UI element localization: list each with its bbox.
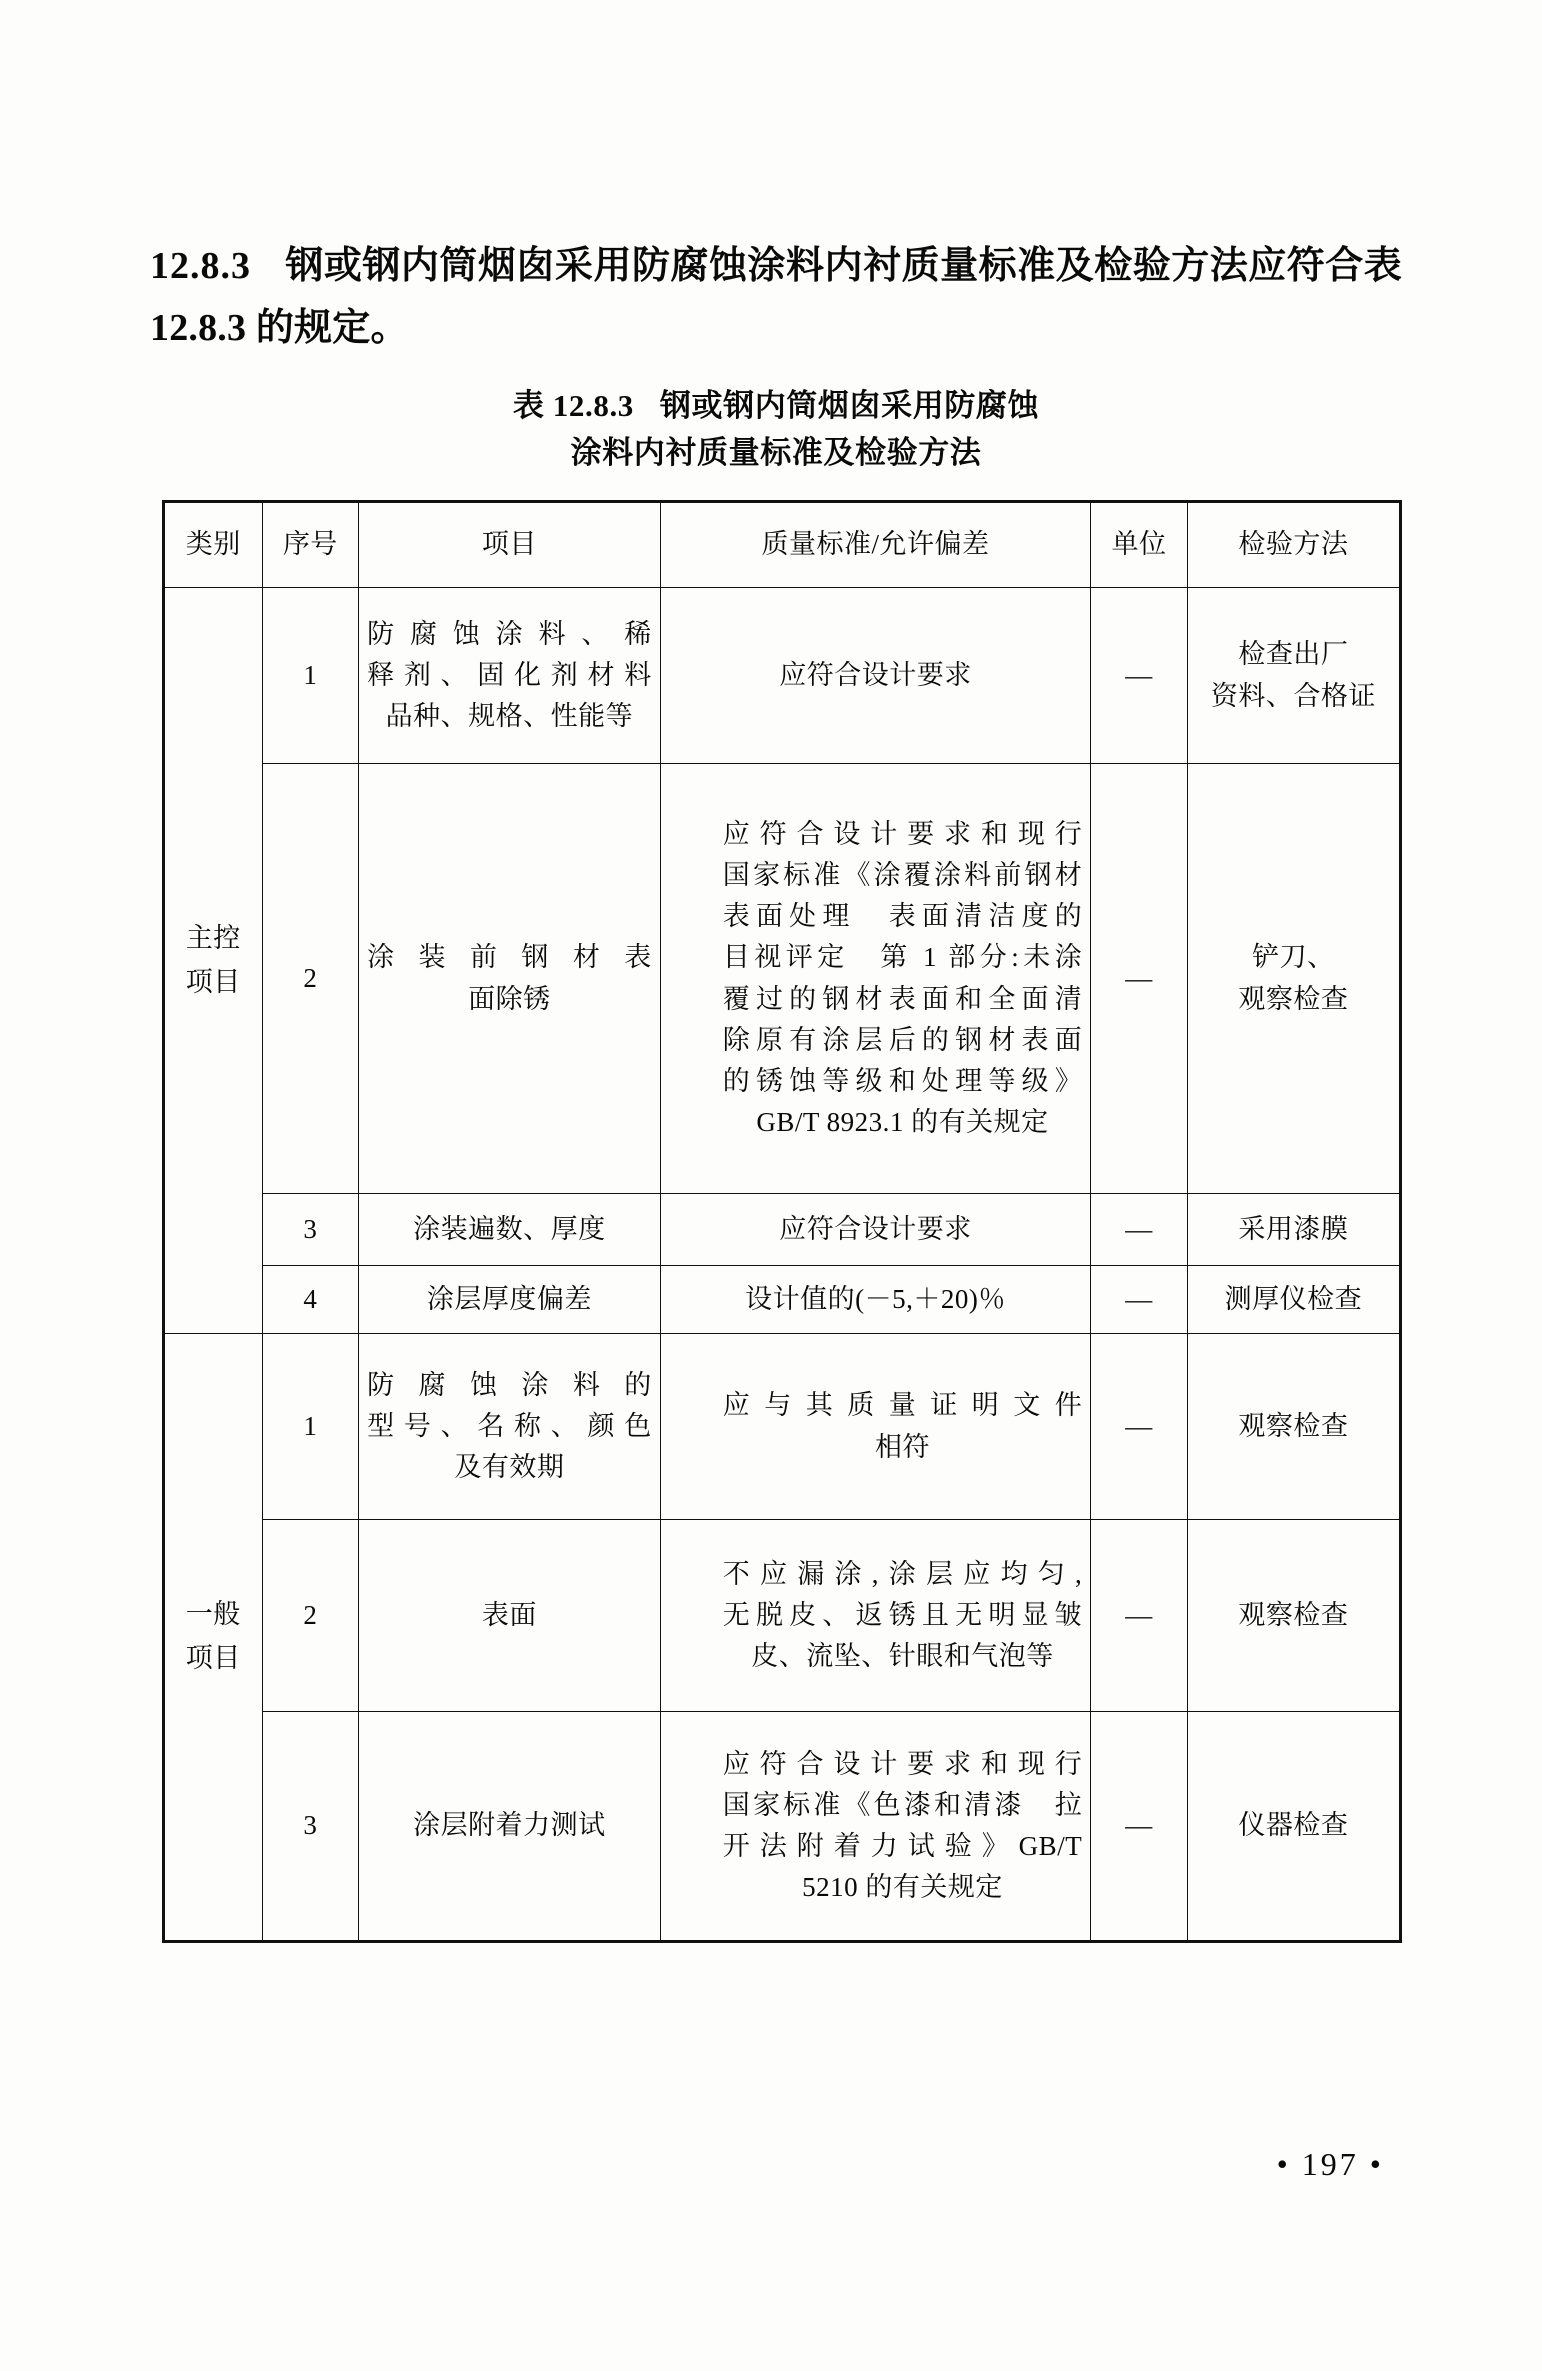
- table-caption: [150, 382, 1402, 476]
- table-row: [164, 1334, 1401, 1520]
- cell-unit: —: [1091, 588, 1188, 764]
- cell-method: 检查出厂 资料、合格证: [1187, 588, 1400, 764]
- table-header-row: [164, 502, 1401, 588]
- cell-unit: —: [1091, 1520, 1188, 1712]
- cell-unit: —: [1091, 1712, 1188, 1942]
- cell-method: 观察检查: [1187, 1334, 1400, 1520]
- header-standard: 质量标准/允许偏差: [660, 502, 1090, 588]
- spec-table: [162, 500, 1402, 1943]
- table-row: [164, 1266, 1401, 1334]
- cell-method: 仪器检查: [1187, 1712, 1400, 1942]
- table-row: [164, 1520, 1401, 1712]
- cell-standard: 应符合设计要求: [660, 1194, 1090, 1266]
- cell-standard: 应与其质量证明文件 相符: [660, 1334, 1090, 1520]
- cell-seq: 3: [262, 1712, 359, 1942]
- cell-seq: 1: [262, 1334, 359, 1520]
- cell-standard: 不应漏涂,涂层应均匀, 无脱皮、返锈且无明显皱 皮、流坠、针眼和气泡等: [660, 1520, 1090, 1712]
- header-method: 检验方法: [1187, 502, 1400, 588]
- cell-method: 测厚仪检查: [1187, 1266, 1400, 1334]
- cell-unit: —: [1091, 1266, 1188, 1334]
- cell-unit: —: [1091, 764, 1188, 1194]
- cell-item: 防腐蚀涂料的 型号、名称、颜色 及有效期: [359, 1334, 661, 1520]
- cell-item: 涂装前钢材表 面除锈: [359, 764, 661, 1194]
- cell-method: 观察检查: [1187, 1520, 1400, 1712]
- table-row: [164, 588, 1401, 764]
- clause-text: 钢或钢内筒烟囱采用防腐蚀涂料内衬质量标准及检验方法应符合表 12.8.3 的规定。: [150, 245, 1402, 349]
- header-unit: 单位: [1091, 502, 1188, 588]
- cell-category: 主控 项目: [164, 588, 263, 1334]
- header-category: 类别: [164, 502, 263, 588]
- cell-item: 表面: [359, 1520, 661, 1712]
- cell-seq: 2: [262, 1520, 359, 1712]
- table-caption-line1: [150, 382, 1402, 429]
- header-item: 项目: [359, 502, 661, 588]
- page-folio: • 197 •: [1276, 2146, 1384, 2182]
- table-caption-title: 钢或钢内筒烟囱采用防腐蚀: [659, 388, 1040, 423]
- header-seq: 序号: [262, 502, 359, 588]
- cell-seq: 4: [262, 1266, 359, 1334]
- cell-unit: —: [1091, 1194, 1188, 1266]
- table-caption-line2: 涂料内衬质量标准及检验方法: [570, 435, 982, 471]
- table-row: [164, 1712, 1401, 1942]
- spec-table-wrapper: [162, 500, 1402, 1943]
- cell-seq: 2: [262, 764, 359, 1194]
- cell-category: 一般 项目: [164, 1334, 263, 1942]
- table-row: [164, 764, 1401, 1194]
- cell-method: 铲刀、 观察检查: [1187, 764, 1400, 1194]
- cell-standard: 应符合设计要求和现行 国家标准《色漆和清漆 拉 开法附着力试验》GB/T 5210 的有关规定: [660, 1712, 1090, 1942]
- cell-seq: 1: [262, 588, 359, 764]
- cell-item: 防腐蚀涂料、稀 释剂、固化剂材料 品种、规格、性能等: [359, 588, 661, 764]
- cell-method: 采用漆膜: [1187, 1194, 1400, 1266]
- cell-item: 涂层附着力测试: [359, 1712, 661, 1942]
- cell-standard: 应符合设计要求和现行 国家标准《涂覆涂料前钢材 表面处理 表面清洁度的 目视评定 第 1 部分:未涂 覆过的钢材表面和全面清 除原有涂层后的钢材表面 的锈蚀等级和处理等级》 GB/T 8923.1 的有关规定: [660, 764, 1090, 1194]
- cell-unit: —: [1091, 1334, 1188, 1520]
- table-caption-label: 表 12.8.3: [512, 388, 634, 423]
- cell-standard: 设计值的(－5,＋20)％: [660, 1266, 1090, 1334]
- clause-number: 12.8.3: [150, 245, 251, 287]
- cell-item: 涂层厚度偏差: [359, 1266, 661, 1334]
- clause-paragraph: [150, 236, 1402, 359]
- table-body: [164, 588, 1401, 1942]
- cell-seq: 3: [262, 1194, 359, 1266]
- table-row: [164, 1194, 1401, 1266]
- cell-item: 涂装遍数、厚度: [359, 1194, 661, 1266]
- cell-standard: 应符合设计要求: [660, 588, 1090, 764]
